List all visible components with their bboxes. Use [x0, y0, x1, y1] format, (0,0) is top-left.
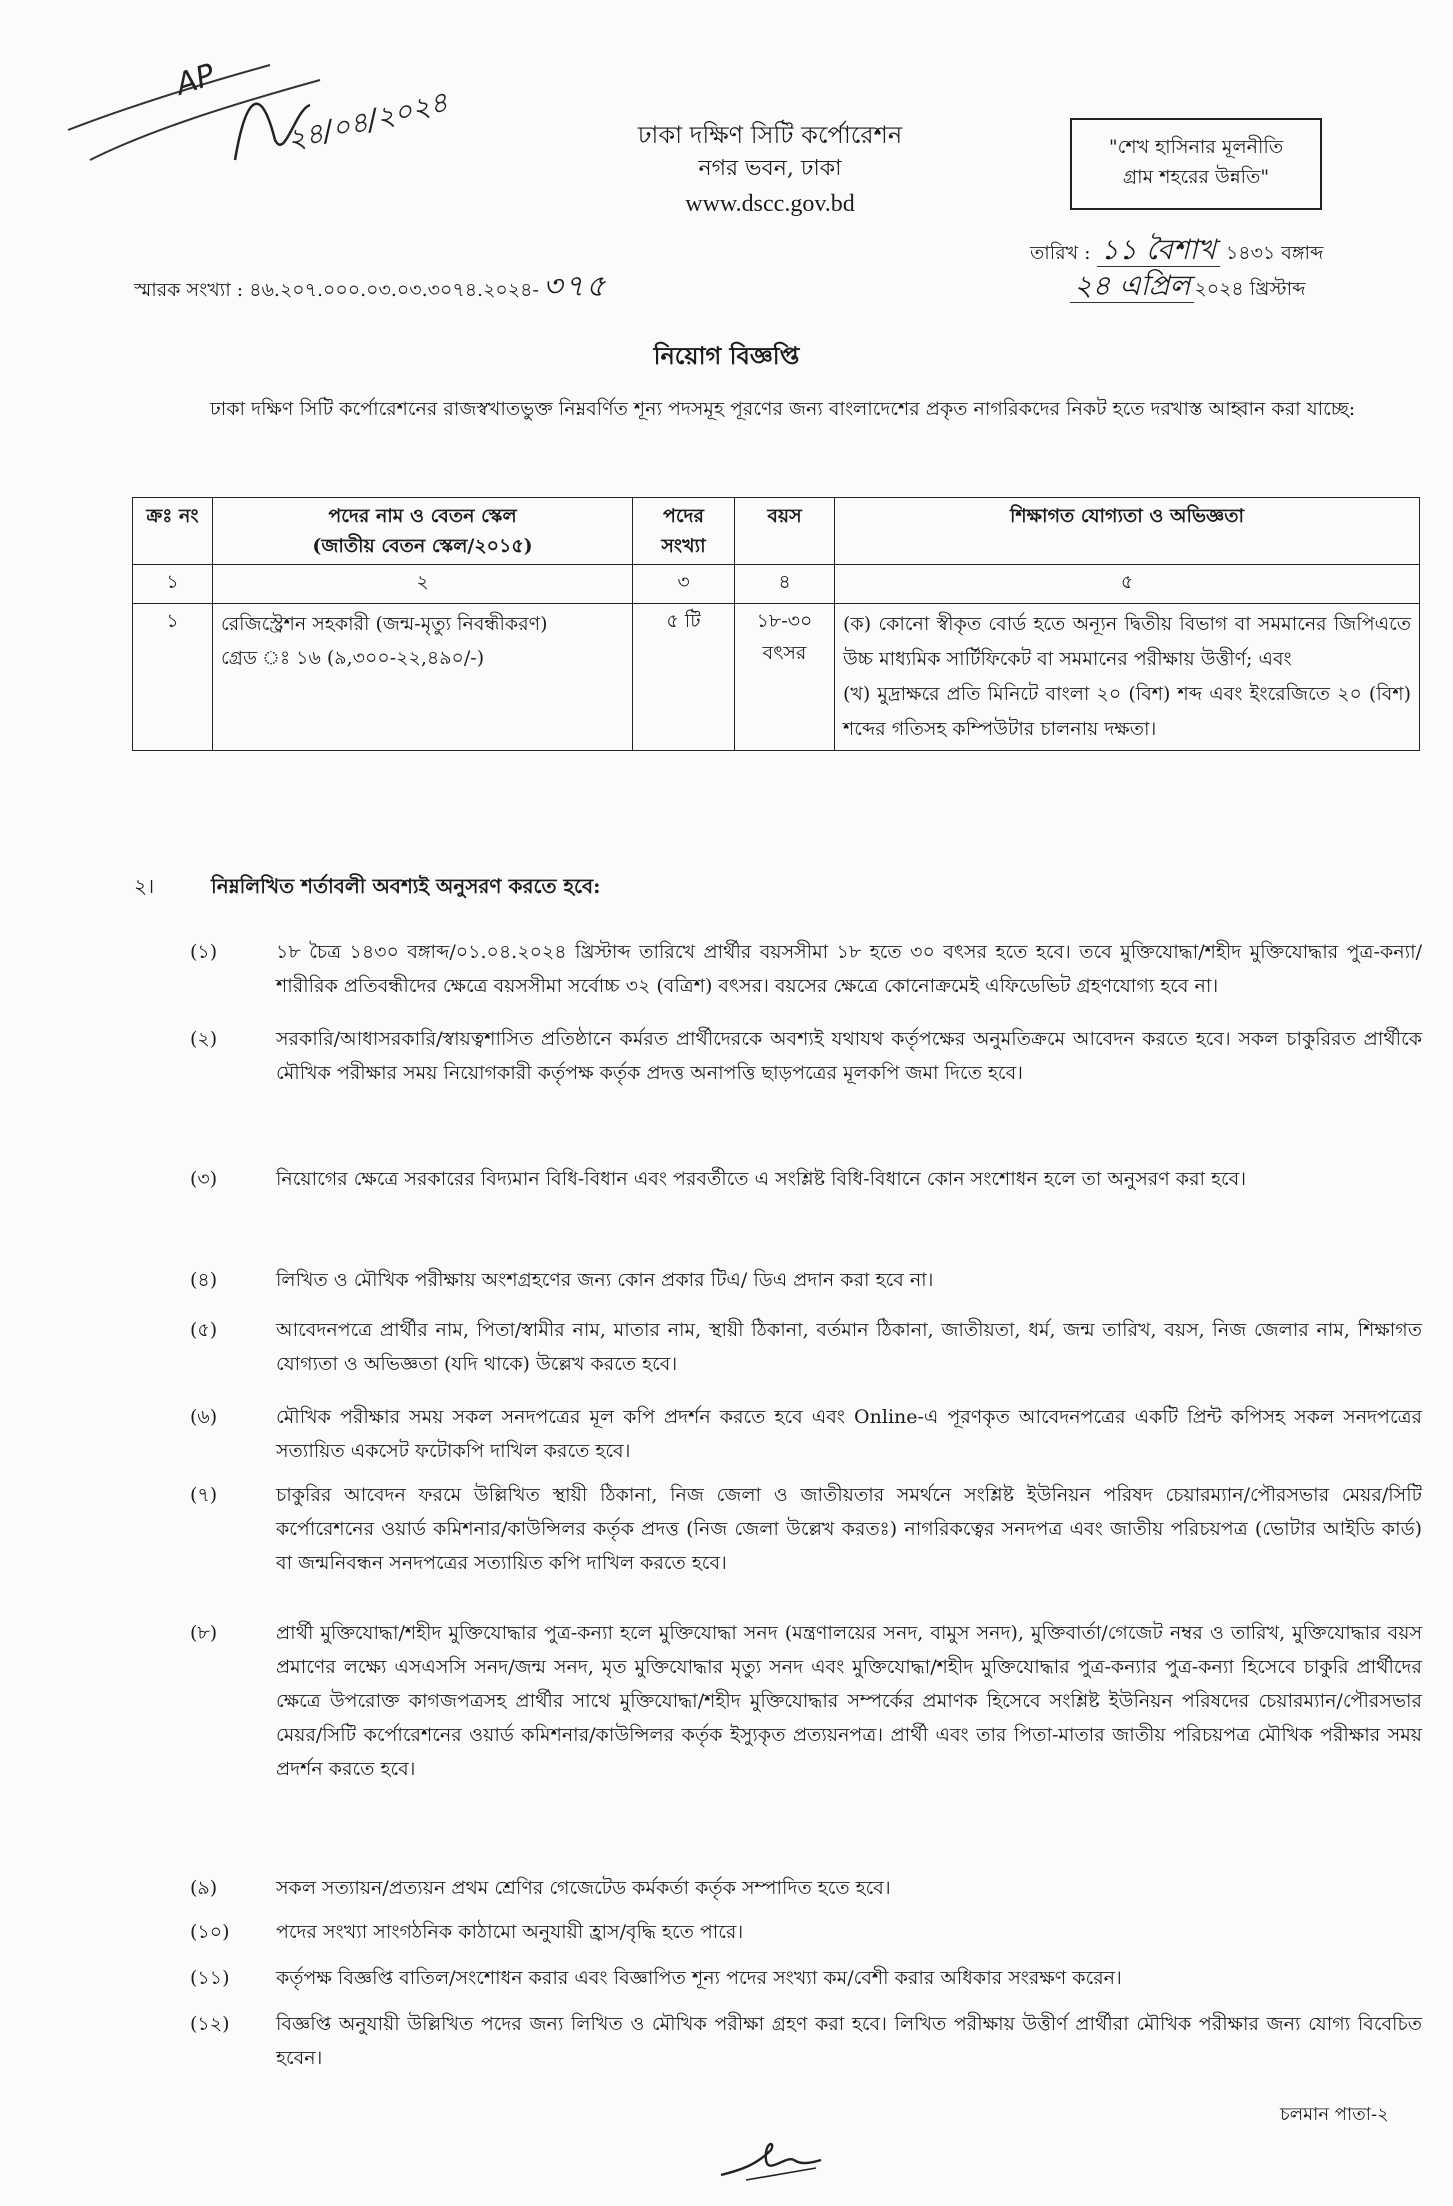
- date-bangla-hand: ১১ বৈশাখ: [1097, 233, 1220, 267]
- condition-number: (১): [190, 941, 218, 963]
- condition-number: (৬): [190, 1406, 218, 1428]
- section-2-heading: [134, 872, 601, 905]
- col-number: ৪: [735, 565, 835, 604]
- handwritten-date-text: ২৪/০৪/২০২৪: [283, 84, 452, 157]
- condition-text: নিয়োগের ক্ষেত্রে সরকারের বিদ্যমান বিধি-বিধান এবং পরবর্তীতে এ সংশ্লিষ্ট বিধি-বিধানে কোন সংশোধন হলে তা অনুসরণ করা হবে।: [276, 1168, 1247, 1190]
- handwritten-annotation: [60, 10, 480, 200]
- header-post-line-1: পদের নাম ও বেতন স্কেল: [328, 505, 517, 527]
- date-english: [1070, 268, 1410, 304]
- condition-item: [190, 1478, 1422, 1580]
- condition-text: চাকুরির আবেদন ফরমে উল্লিখিত স্থায়ী ঠিকানা, নিজ জেলা ও জাতীয়তার সমর্থনে সংশ্লিষ্ট ইউনিয়ন পরিষদ চেয়ারম্যান/পৌরসভার মেয়র/সিটি কর্পোরেশনের ওয়ার্ড কমিশনার/কাউন্সিলর কর্তৃক প্রদত্ত (নিজ জেলা উল্লেখ করতঃ) নাগরিকত্বের সনদপত্র এবং জাতীয় পরিচয়পত্র (ভোটার আইডি কার্ড) বা জন্মনিবন্ধন সনদপত্রের সত্যায়িত কপি দাখিল করতে হবে।: [276, 1484, 1422, 1574]
- row-post: [213, 604, 633, 751]
- post-name: রেজিস্ট্রেশন সহকারী (জন্ম-মৃত্যু নিবন্ধীকরণ): [221, 613, 548, 635]
- col-number: ২: [213, 565, 633, 604]
- condition-number: (৫): [190, 1319, 218, 1341]
- condition-item: [190, 1915, 1422, 1949]
- org-website: www.dscc.gov.bd: [685, 191, 855, 217]
- condition-number: (৯): [190, 1877, 218, 1899]
- condition-number: (১১): [190, 1967, 230, 1989]
- col-number: ৫: [835, 565, 1420, 604]
- condition-item: [190, 1961, 1422, 1995]
- condition-number: (৮): [190, 1622, 218, 1644]
- condition-number: (১২): [190, 2013, 230, 2035]
- header-post: [213, 498, 633, 565]
- condition-text: ১৮ চৈত্র ১৪৩০ বঙ্গাব্দ/০১.০৪.২০২৪ খ্রিস্টাব্দ তারিখে প্রার্থীর বয়সসীমা ১৮ হতে ৩০ বৎসর হতে হবে। তবে মুক্তিযোদ্ধা/শহীদ মুক্তিযোদ্ধার পুত্র-কন্যা/শারীরিক প্রতিবন্ধীদের ক্ষেত্রে বয়সসীমা সর্বোচ্চ ৩২ (বত্রিশ) বৎসর। বয়সের ক্ষেত্রে কোনোক্রমেই এফিডেভিট গ্রহণযোগ্য হবে না।: [276, 941, 1422, 997]
- date-english-hand: ২৪ এপ্রিল: [1070, 269, 1194, 303]
- section-heading-text: নিম্নলিখিত শর্তাবলী অবশ্যই অনুসরণ করতে হবে:: [210, 874, 601, 898]
- condition-text: কর্তৃপক্ষ বিজ্ঞপ্তি বাতিল/সংশোধন করার এবং বিজ্ঞাপিত শূন্য পদের সংখ্যা কম/বেশী করার অধিকার সংরক্ষণ করেন।: [276, 1967, 1122, 1989]
- motto-box: [1070, 118, 1322, 210]
- condition-item: [190, 1616, 1422, 1786]
- condition-number: (২): [190, 1028, 218, 1050]
- date-bangla-year: ১৪৩১ বঙ্গাব্দ: [1225, 242, 1324, 264]
- posts-table: [132, 497, 1420, 751]
- condition-item: [190, 935, 1422, 1003]
- col-number: ১: [133, 565, 213, 604]
- condition-text: লিখিত ও মৌখিক পরীক্ষায় অংশগ্রহণের জন্য কোন প্রকার টিএ/ ডিএ প্রদান করা হবে না।: [276, 1269, 934, 1291]
- org-address: নগর ভবন, ঢাকা: [698, 156, 842, 181]
- header-serial: ক্রঃ নং: [133, 498, 213, 565]
- row-count: ৫ টি: [633, 604, 735, 751]
- continued-page-note: চলমান পাতা-২: [1280, 2104, 1389, 2125]
- condition-item: [190, 1400, 1422, 1468]
- signature: [716, 2130, 826, 2190]
- memo-number: [134, 262, 607, 313]
- condition-item: [190, 1022, 1422, 1090]
- org-name: ঢাকা দক্ষিণ সিটি কর্পোরেশন: [637, 121, 903, 149]
- header-post-line-2: (জাতীয় বেতন স্কেল/২০১৫): [312, 535, 533, 557]
- date-english-year: ২০২৪ খ্রিস্টাব্দ: [1194, 278, 1306, 300]
- qualification-b: (খ) মুদ্রাক্ষরে প্রতি মিনিটে বাংলা ২০ (বিশ) শব্দ এবং ইংরেজিতে ২০ (বিশ) শব্দের গতিসহ কম্পিউটার চালনায় দক্ষতা।: [843, 683, 1411, 740]
- condition-text: সকল সত্যায়ন/প্রত্যয়ন প্রথম শ্রেণির গেজেটেড কর্মকর্তা কর্তৃক সম্পাদিত হতে হবে।: [276, 1877, 891, 1899]
- condition-number: (৭): [190, 1484, 218, 1506]
- condition-number: (৪): [190, 1269, 218, 1291]
- condition-text: মৌখিক পরীক্ষার সময় সকল সনদপত্রের মূল কপি প্রদর্শন করতে হবে এবং Online-এ পূরণকৃত আবেদনপত্রের একটি প্রিন্ট কপিসহ সকল সনদপত্রের সত্যায়িত একসেট ফটোকপি দাখিল করতে হবে।: [276, 1406, 1422, 1462]
- condition-text: বিজ্ঞপ্তি অনুযায়ী উল্লিখিত পদের জন্য লিখিত ও মৌখিক পরীক্ষা গ্রহণ করা হবে। লিখিত পরীক্ষায় উত্তীর্ণ প্রার্থীরা মৌখিক পরীক্ষার জন্য যোগ্য বিবেচিত হবেন।: [276, 2013, 1422, 2069]
- condition-item: [190, 2007, 1422, 2075]
- condition-text: প্রার্থী মুক্তিযোদ্ধা/শহীদ মুক্তিযোদ্ধার পুত্র-কন্যা হলে মুক্তিযোদ্ধা সনদ (মন্ত্রণালয়ের সনদ, বামুস সনদ), মুক্তিবার্তা/গেজেট নম্বর ও তারিখ, মুক্তিযোদ্ধার বয়স প্রমাণের লক্ষ্যে এসএসসি সনদ/জন্ম সনদ, মৃত মুক্তিযোদ্ধার মৃত্যু সনদ এবং মুক্তিযোদ্ধা/শহীদ মুক্তিযোদ্ধার পুত্র-কন্যার পুত্র-কন্যা হিসেবে চাকুরি প্রার্থীদের ক্ষেত্রে উপরোক্ত কাগজপত্রসহ প্রার্থীর সাথে মুক্তিযোদ্ধা/শহীদ মুক্তিযোদ্ধার সম্পর্কের প্রমাণক হিসেবে সংশ্লিষ্ট ইউনিয়ন পরিষদের চেয়ারম্যান/পৌরসভার মেয়র/সিটি কর্পোরেশনের ওয়ার্ড কমিশনার/কাউন্সিলর কর্তৃক ইস্যুকৃত প্রত্যয়নপত্র। প্রার্থী এবং তার পিতা-মাতার জাতীয় পরিচয়পত্র মৌখিক পরীক্ষার সময় প্রদর্শন করতে হবে।: [276, 1622, 1422, 1780]
- condition-item: [190, 1263, 1422, 1297]
- memo-handwritten-suffix: ৩৭৫: [542, 269, 608, 304]
- date-block: [1030, 232, 1410, 304]
- col-number: ৩: [633, 565, 735, 604]
- condition-item: [190, 1162, 1422, 1196]
- date-bangla: [1030, 232, 1410, 268]
- row-qualification: [835, 604, 1420, 751]
- condition-text: পদের সংখ্যা সাংগঠনিক কাঠামো অনুযায়ী হ্রাস/বৃদ্ধি হতে পারে।: [276, 1921, 744, 1943]
- table-row: [133, 604, 1420, 751]
- header-qualification: শিক্ষাগত যোগ্যতা ও অভিজ্ঞতা: [835, 498, 1420, 565]
- date-label: তারিখ :: [1030, 242, 1091, 264]
- organization-header: [560, 118, 980, 222]
- age-unit: বৎসর: [762, 642, 807, 664]
- header-count: [633, 498, 735, 565]
- initials-text: AP: [171, 57, 220, 103]
- age-range: ১৮-৩০: [756, 610, 813, 632]
- condition-text: সরকারি/আধাসরকারি/স্বায়ত্বশাসিত প্রতিষ্ঠানে কর্মরত প্রার্থীদেরকে অবশ্যই যথাযথ কর্তৃপক্ষের অনুমতিক্রমে আবেদন করতে হবে। সকল চাকুরিরত প্রার্থীকে মৌখিক পরীক্ষার সময় নিয়োগকারী কর্তৃপক্ষ কর্তৃক প্রদত্ত অনাপত্তি ছাড়পত্রের মূলকপি জমা দিতে হবে।: [276, 1028, 1422, 1084]
- header-count-line-2: সংখ্যা: [661, 535, 706, 557]
- column-number-row: [133, 565, 1420, 604]
- post-grade: গ্রেড ঃ ১৬ (৯,৩০০-২২,৪৯০/-): [221, 647, 485, 669]
- memo-value: ৪৬.২০৭.০০০.০৩.০৩.৩০৭৪.২০২৪-: [249, 279, 539, 301]
- header-age: বয়স: [735, 498, 835, 565]
- condition-item: [190, 1871, 1422, 1905]
- memo-label: স্মারক সংখ্যা :: [134, 279, 244, 301]
- condition-item: [190, 1313, 1422, 1381]
- condition-number: (৩): [190, 1168, 218, 1190]
- table-header-row: [133, 498, 1420, 565]
- row-age: [735, 604, 835, 751]
- section-number: ২।: [134, 874, 155, 898]
- motto-line-1: "শেখ হাসিনার মূলনীতি: [1108, 136, 1284, 158]
- qualification-a: (ক) কোনো স্বীকৃত বোর্ড হতে অন্যূন দ্বিতীয় বিভাগ বা সমমানের জিপিএতে উচ্চ মাধ্যমিক সার্টিফিকেট বা সমমানের পরীক্ষায় উত্তীর্ণ; এবং: [843, 613, 1411, 670]
- header-count-line-1: পদের: [663, 505, 704, 527]
- condition-number: (১০): [190, 1921, 230, 1943]
- intro-paragraph: ঢাকা দক্ষিণ সিটি কর্পোরেশনের রাজস্বখাতভুক্ত নিম্নবর্ণিত শূন্য পদসমূহ পূরণের জন্য বাংলাদেশের প্রকৃত নাগরিকদের নিকট হতে দরখাস্ত আহ্বান করা যাচ্ছে:: [210, 398, 1356, 420]
- motto-line-2: গ্রাম শহরের উন্নতি": [1122, 166, 1270, 188]
- row-serial: ১: [133, 604, 213, 751]
- condition-text: আবেদনপত্রে প্রার্থীর নাম, পিতা/স্বামীর নাম, মাতার নাম, স্থায়ী ঠিকানা, বর্তমান ঠিকানা, জাতীয়তা, ধর্ম, জন্ম তারিখ, বয়স, নিজ জেলার নাম, শিক্ষাগত যোগ্যতা ও অভিজ্ঞতা (যদি থাকে) উল্লেখ করতে হবে।: [276, 1319, 1422, 1375]
- notice-title: নিয়োগ বিজ্ঞপ্তি: [653, 341, 800, 370]
